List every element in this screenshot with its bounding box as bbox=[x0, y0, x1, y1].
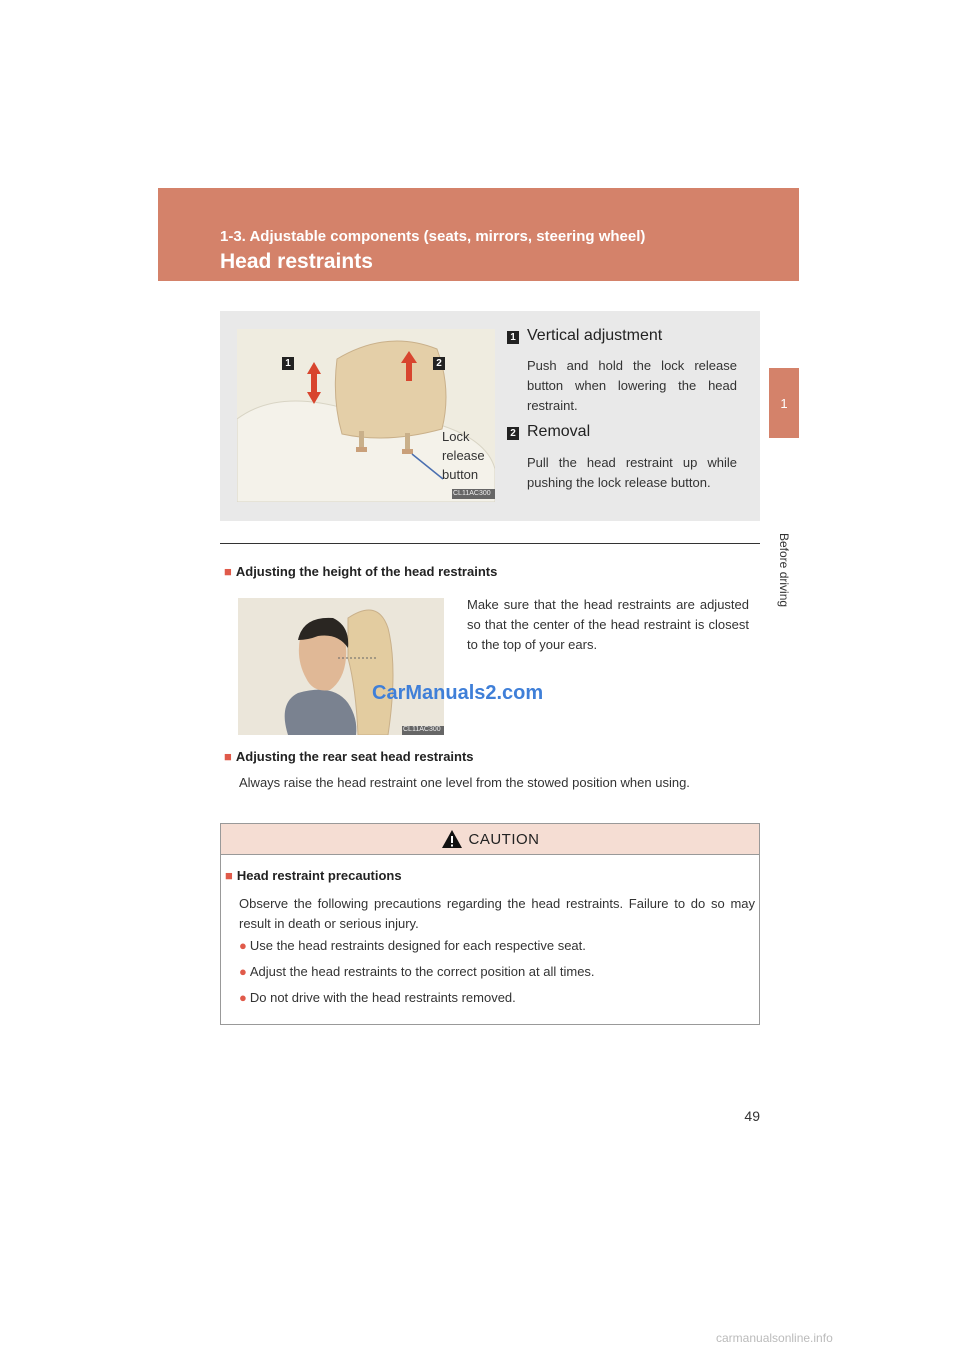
item-badge-2: 2 bbox=[507, 427, 519, 440]
badge-2: 2 bbox=[433, 357, 445, 370]
caution-bullet bbox=[239, 938, 586, 953]
rear-heading-text: Adjusting the rear seat head restraints bbox=[235, 749, 474, 764]
circle-bullet-icon: ● bbox=[239, 990, 247, 1005]
item-desc-vertical: Push and hold the lock release button when lowering the head restraint. bbox=[527, 358, 737, 413]
caution-heading-text: Head restraint precautions bbox=[236, 868, 402, 883]
page-title: Head restraints bbox=[220, 250, 373, 273]
square-bullet-icon: ■ bbox=[224, 749, 232, 764]
footer-logo: carmanualsonline.info bbox=[716, 1331, 833, 1345]
section-divider bbox=[220, 543, 760, 544]
driver-drawing bbox=[238, 598, 444, 735]
warning-icon bbox=[441, 829, 463, 849]
height-heading bbox=[224, 564, 497, 579]
height-text: Make sure that the head restraints are adjusted so that the center of the head restraint is closest to the top of your ears. bbox=[467, 597, 749, 652]
item-desc-removal: Pull the head restraint up while pushing the lock release button. bbox=[527, 455, 737, 490]
chapter-tab bbox=[769, 368, 799, 438]
item-title-vertical: Vertical adjustment bbox=[527, 327, 663, 344]
lock-label-line: release bbox=[442, 448, 485, 463]
caution-bullet bbox=[239, 990, 516, 1005]
chapter-number: 1 bbox=[780, 395, 788, 411]
caution-bullet-text: Adjust the head restraints to the correct position at all times. bbox=[249, 964, 595, 979]
circle-bullet-icon: ● bbox=[239, 964, 247, 979]
height-heading-text: Adjusting the height of the head restraints bbox=[235, 564, 498, 579]
page-number: 49 bbox=[744, 1108, 760, 1124]
square-bullet-icon: ■ bbox=[224, 564, 232, 579]
caution-header bbox=[221, 824, 759, 855]
caution-bullet bbox=[239, 964, 595, 979]
square-bullet-icon: ■ bbox=[225, 868, 233, 883]
section-label: 1-3. Adjustable components (seats, mirrors, steering wheel) bbox=[220, 228, 646, 245]
caution-box bbox=[220, 823, 760, 1025]
rear-heading bbox=[224, 749, 474, 764]
illustration-code: CL11AC300 bbox=[453, 490, 491, 497]
rear-text: Always raise the head restraint one level from the stowed position when using. bbox=[239, 775, 690, 790]
photo-code: CL11AC300 bbox=[403, 726, 441, 733]
header-band bbox=[158, 188, 799, 281]
badge-1: 1 bbox=[282, 357, 294, 370]
info-box bbox=[220, 311, 760, 521]
item-badge-1: 1 bbox=[507, 331, 519, 344]
caution-text: Observe the following precautions regarding the head restraints. Failure to do so may result in death or serious injury. bbox=[239, 896, 755, 931]
item-title-removal: Removal bbox=[527, 423, 591, 440]
lock-release-label bbox=[442, 427, 502, 484]
driver-photo bbox=[238, 598, 444, 735]
lock-label-line: Lock bbox=[442, 429, 470, 444]
watermark: CarManuals2.com bbox=[372, 682, 544, 704]
circle-bullet-icon: ● bbox=[239, 938, 247, 953]
chapter-label: Before driving bbox=[777, 533, 791, 608]
caution-bullet-text: Use the head restraints designed for each respective seat. bbox=[249, 938, 586, 953]
caution-title: CAUTION bbox=[468, 830, 540, 848]
caution-heading bbox=[225, 868, 402, 883]
lock-label-line: button bbox=[442, 467, 479, 482]
caution-bullet-text: Do not drive with the head restraints removed. bbox=[249, 990, 516, 1005]
